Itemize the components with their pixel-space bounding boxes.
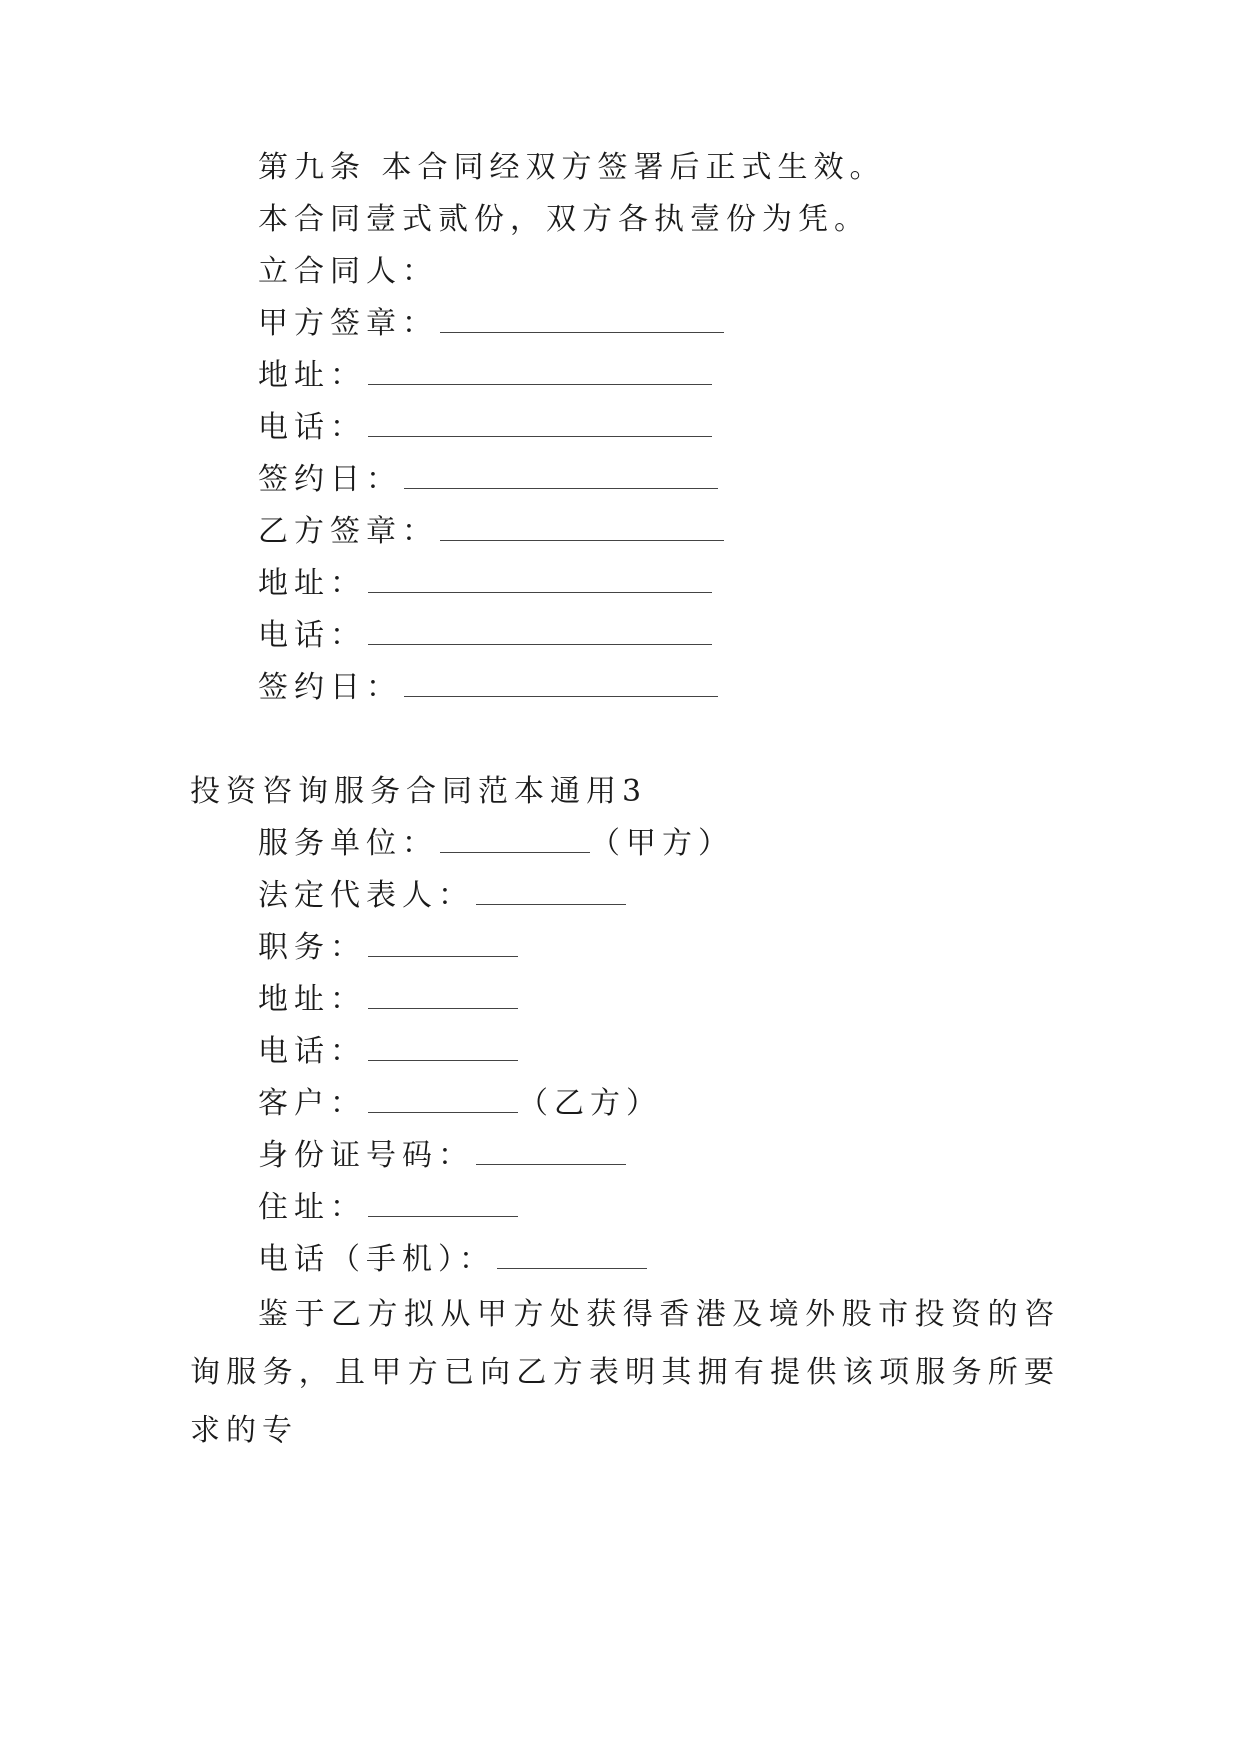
- address-label: 地址：: [258, 982, 366, 1017]
- mobile-label: 电话（手机）：: [258, 1242, 495, 1277]
- position-label: 职务：: [258, 930, 366, 965]
- client-role: （乙方）: [518, 1086, 662, 1121]
- party-a-date-blank[interactable]: [404, 466, 718, 489]
- template-3-title: 投资咨询服务合同范本通用3: [190, 774, 648, 809]
- id-number-blank[interactable]: [476, 1142, 626, 1165]
- party-b-date-row: [258, 668, 718, 708]
- service-unit-row: [258, 824, 734, 864]
- address-row: [258, 980, 518, 1020]
- service-unit-blank[interactable]: [440, 830, 590, 853]
- mobile-row: [258, 1240, 647, 1280]
- client-row: [258, 1084, 662, 1124]
- party-a-phone-label: 电话：: [258, 410, 366, 445]
- residence-row: [258, 1188, 518, 1228]
- phone-blank[interactable]: [368, 1038, 518, 1061]
- party-a-date-row: [258, 460, 718, 500]
- party-b-sign-label: 乙方签章：: [258, 514, 438, 549]
- legal-rep-blank[interactable]: [476, 882, 626, 905]
- residence-label: 住址：: [258, 1190, 366, 1225]
- party-b-sign-row: [258, 512, 724, 552]
- phone-label: 电话：: [258, 1034, 366, 1069]
- party-b-date-blank[interactable]: [404, 674, 718, 697]
- address-blank[interactable]: [368, 986, 518, 1009]
- residence-blank[interactable]: [368, 1194, 518, 1217]
- id-number-label: 身份证号码：: [258, 1138, 474, 1173]
- party-b-address-label: 地址：: [258, 566, 366, 601]
- party-b-address-row: [258, 564, 712, 604]
- party-a-phone-blank[interactable]: [368, 414, 712, 437]
- party-a-address-blank[interactable]: [368, 362, 712, 385]
- party-a-sign-row: [258, 304, 724, 344]
- preamble-paragraph: 鉴于乙方拟从甲方处获得香港及境外股市投资的咨询服务，且甲方已向乙方表明其拥有提供该项服务所要求的专: [190, 1297, 1060, 1448]
- service-unit-label: 服务单位：: [258, 826, 438, 861]
- party-a-date-label: 签约日：: [258, 462, 402, 497]
- party-a-phone-row: [258, 408, 712, 448]
- position-blank[interactable]: [368, 934, 518, 957]
- party-a-address-label: 地址：: [258, 358, 366, 393]
- party-b-phone-row: [258, 616, 712, 656]
- id-number-row: [258, 1136, 626, 1176]
- mobile-blank[interactable]: [497, 1246, 647, 1269]
- client-blank[interactable]: [368, 1090, 518, 1113]
- party-b-sign-blank[interactable]: [440, 518, 724, 541]
- party-b-phone-blank[interactable]: [368, 622, 712, 645]
- copies-text: 本合同壹式贰份，双方各执壹份为凭。: [258, 202, 870, 237]
- party-b-date-label: 签约日：: [258, 670, 402, 705]
- parties-label: 立合同人：: [258, 254, 438, 289]
- clause-9-text: 第九条 本合同经双方签署后正式生效。: [258, 150, 886, 185]
- party-a-sign-label: 甲方签章：: [258, 306, 438, 341]
- phone-row: [258, 1032, 518, 1072]
- legal-rep-label: 法定代表人：: [258, 878, 474, 913]
- client-label: 客户：: [258, 1086, 366, 1121]
- party-a-address-row: [258, 356, 712, 396]
- party-a-sign-blank[interactable]: [440, 310, 724, 333]
- service-unit-role: （甲方）: [590, 826, 734, 861]
- party-b-phone-label: 电话：: [258, 618, 366, 653]
- party-b-address-blank[interactable]: [368, 570, 712, 593]
- legal-rep-row: [258, 876, 626, 916]
- position-row: [258, 928, 518, 968]
